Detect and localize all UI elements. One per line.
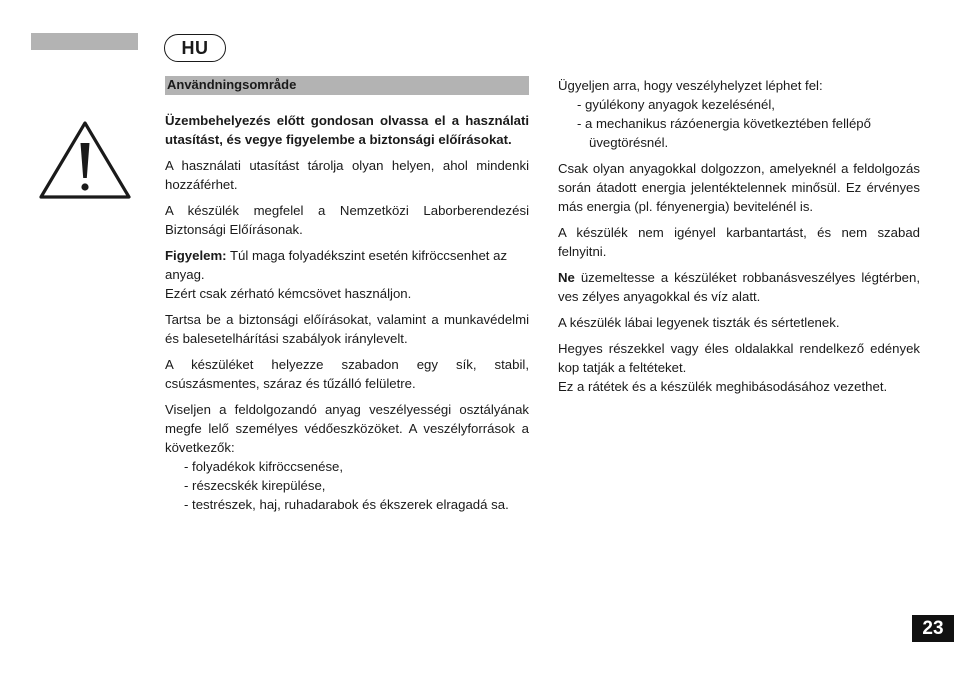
danger-intro: Ügyeljen arra, hogy veszélyhelyzet léphet fel: [558, 78, 823, 93]
paragraph-placement: A készüléket helyezze szabadon egy sík, stabil, csúszásmentes, száraz és tűzálló felületre. [165, 357, 529, 391]
attention-text: Túl maga folyadékszint esetén kifröccsenhet az anyag. [165, 248, 508, 282]
paragraph-sharp-vessels: Hegyes részekkel vagy éles oldalakkal rendelkező edények kop tatják a feltéteket. [558, 341, 920, 375]
hazard-list-item: - folyadékok kifröccsenése, [184, 459, 344, 474]
section-heading: Användningsområde [165, 76, 529, 95]
danger-list-item-continuation: üvegtörésnél. [589, 135, 669, 150]
danger-list-item: - gyúlékony anyagok kezelésénél, [577, 97, 775, 112]
explosive-text: üzemeltesse a készüléket robbanásveszélyes légtérben, ves zélyes anyagokkal és víz alatt. [558, 270, 920, 304]
paragraph-standards: A készülék megfelel a Nemzetközi Laborberendezési Biztonsági Előírásonak. [165, 203, 529, 237]
left-column [165, 76, 529, 514]
right-column [558, 76, 920, 403]
attention-line-2: Ezért csak zérható kémcsövet használjon. [165, 286, 412, 301]
intro-warning-text: Üzembehelyezés előtt gondosan olvassa el a használati utasítást, és vegye figyelembe a biztonsági előírásokat. [165, 113, 529, 147]
header-gray-bar [31, 33, 138, 50]
emphasis-ne: Ne [558, 270, 575, 285]
warning-triangle-icon [37, 118, 133, 202]
paragraph-feet: A készülék lábai legyenek tiszták és sértetlenek. [558, 315, 840, 330]
paragraph-maintenance: A készülék nem igényel karbantartást, és nem szabad felnyitni. [558, 225, 920, 259]
hazard-list-item: - testrészek, haj, ruhadarabok és ékszerek elragadá sa. [184, 497, 509, 512]
language-badge: HU [164, 34, 226, 62]
paragraph-protection: Viseljen a feldolgozandó anyag veszélyességi osztályának megfe lelő személyes védőeszközöket. A veszélyforrások a következők: [165, 402, 529, 455]
attention-label: Figyelem: [165, 248, 227, 263]
paragraph-explosive [558, 268, 920, 306]
page-number: 23 [912, 615, 954, 642]
paragraph-storage: A használati utasítást tárolja olyan helyen, ahol mindenki hozzáférhet. [165, 158, 529, 192]
danger-list-item: - a mechanikus rázóenergia következtében fellépő [577, 116, 871, 131]
paragraph-damage: Ez a rátétek és a készülék meghibásodásához vezethet. [558, 379, 888, 394]
attention-paragraph [165, 246, 529, 284]
hazard-list-item: - részecskék kirepülése, [184, 478, 326, 493]
paragraph-safety-rules: Tartsa be a biztonsági előírásokat, valamint a munkavédelmi és balesetelhárítási szabályok iránylevelt. [165, 312, 529, 346]
paragraph-materials: Csak olyan anyagokkal dolgozzon, amelyeknél a feldolgozás során átadott energia jelentéktelennek minősül. Ez érvényes más energia (pl. fényenergia) bevitelénél is. [558, 161, 920, 214]
